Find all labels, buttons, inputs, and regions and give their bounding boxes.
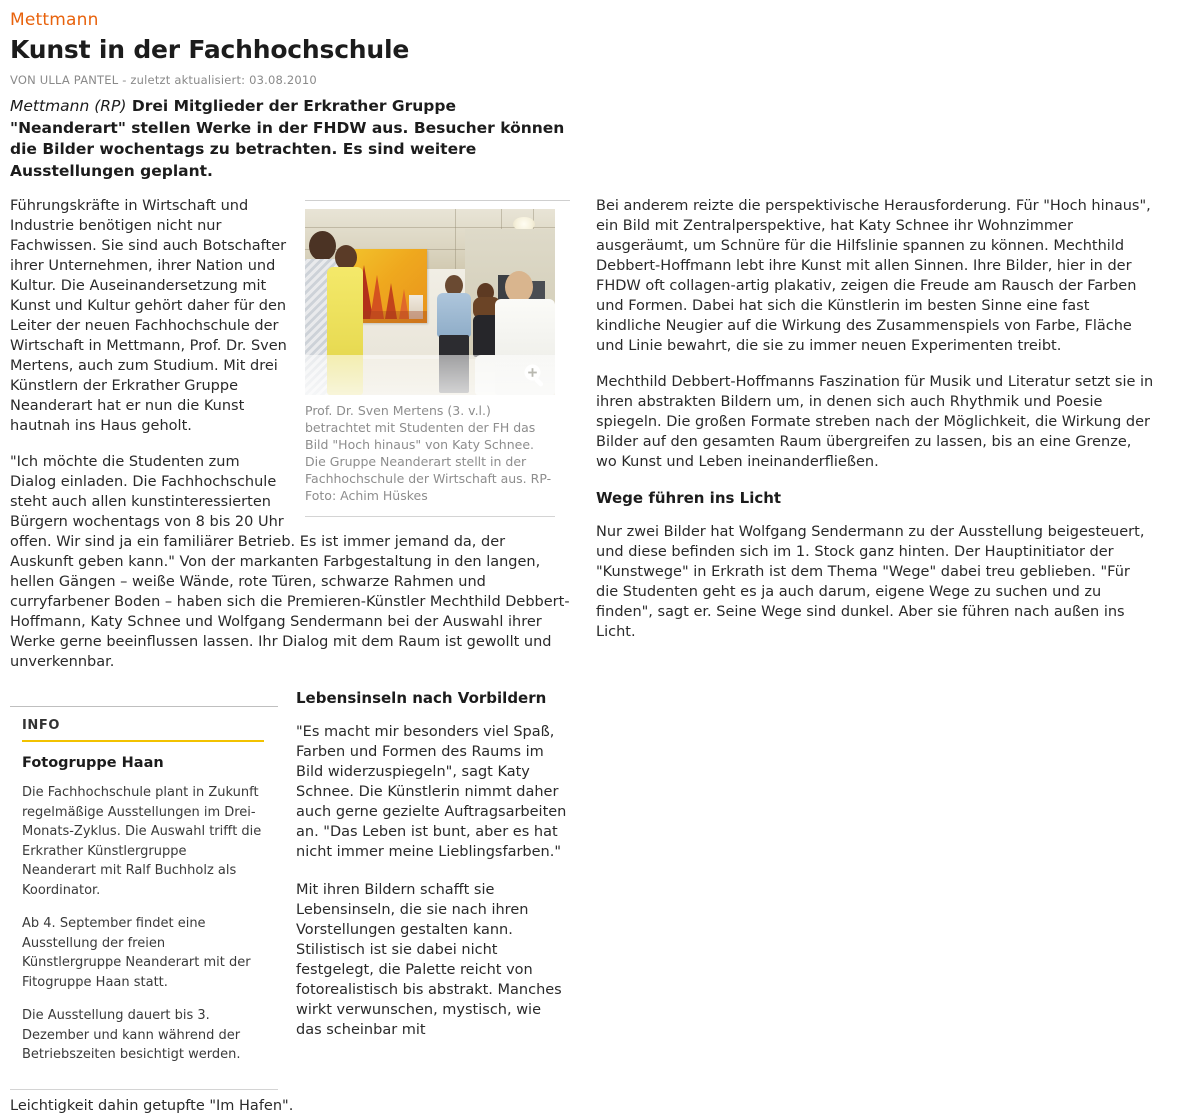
right-paragraph-1: Bei anderem reizte die perspektivische Herausforderung. Für "Hoch hinaus", ein Bild mit Zentralperspektive, hat Katy Schnee ihr Wohnzimmer ausgeräumt, um Schnüre für die Hilfslinie spannen zu können. Mechthild Debbert-Hoffmann lebt ihre Kunst mit allen Sinnen. Ihre Bilder, hier in der FHDW oft collagen-artig plakativ, zeigen die Freude am Rausch der Farben und Formen. Dabei hat sich die Künstlerin im besten Sinne eine fast kindliche Neugier auf die Wirkung des Zusammenspiels von Farbe, Fläche und Linie bewahrt, die sie zu immer neuen Experimenten treibt. [596,198,1151,354]
byline: VON ULLA PANTEL - zuletzt aktualisiert: 03.08.2010 [10,73,317,87]
magnifier-plus-icon[interactable] [522,362,548,388]
info-box-paragraph: Ab 4. September findet eine Ausstellung der freien Künstlergruppe Neanderart mit der Fitogruppe Haan statt. [22,916,251,990]
left-paragraph-4-tail: Leichtigkeit dahin getupfte "Im Hafen". [10,1097,294,1114]
left-paragraph-3: "Es macht mir besonders viel Spaß, Farben und Formen des Raums im Bild widerzuspiegeln", sagt Katy Schnee. Die Künstlerin nimmt daher auch gerne gezielte Auftragsarbeiten an. "Das Leben ist bunt, aber es hat nicht immer meine Lieblingsfarben." [296,724,567,860]
figure-bottom-divider [305,516,555,517]
left-column-secondary [296,688,570,1040]
info-box [10,706,278,1090]
right-paragraph-3: Nur zwei Bilder hat Wolfgang Sendermann zu der Ausstellung beigesteuert, und diese befinden sich im 1. Stock ganz hinten. Der Hauptinitiator der "Kunstwege" in Erkrath ist dem Thema "Wege" dabei treu geblieben. "Für die Studenten geht es ja auch darum, eigene Wege zu suchen und zu finden", sagt er. Seine Wege sind dunkel. Aber sie führen nach außen ins Licht. [596,524,1145,640]
photo-fade-overlay [305,355,555,395]
info-box-paragraph: Die Fachhochschule plant in Zukunft regelmäßige Ausstellungen im Drei-Monats-Zyklus. Die Auswahl trifft die Erkrather Künstlergruppe Neanderart mit Ralf Buchholz als Koordinator. [22,785,262,898]
left-subheading: Lebensinseln nach Vorbildern [296,689,547,707]
info-box-heading: Fotogruppe Haan [22,755,164,771]
left-paragraph-4: Mit ihren Bildern schafft sie Lebensinseln, die sie nach ihren Vorstellungen gestalten kann. Stilistisch ist sie dabei nicht festgelegt, die Palette reicht von fotorealistisch bis abstrakt. Manches wirkt verwunschen, mystisch, wie das scheinbar mit [296,882,562,1038]
photo-rendering [305,209,555,395]
page-title: Kunst in der Fachhochschule [10,35,410,64]
info-box-bottom-divider [10,1089,278,1090]
left-paragraph-2: "Ich möchte die Studenten zum Dialog einladen. Die Fachhochschule steht auch allen kunstinteressierten Bürgern wochentags von 8 bis 20 Uhr offen. Wir sind ja ein familiärer Betrieb. Es ist immer jemand da, der Auskunft geben kann." Von der markanten Farbgestaltung in den langen, hellen Gängen – weiße Wände, rote Türen, schwarze Rahmen und curryfarbener Boden – haben sich die Premieren-Künstler Mechthild Debbert-Hoffmann, Katy Schnee und Wolfgang Sendermann bei der Auswahl ihrer Werke gerne beeinflussen lassen. Ihr Dialog mit dem Raum ist gewollt und unverkennbar. [10,454,570,670]
info-box-label: INFO [22,715,264,742]
left-column [10,196,570,1116]
left-paragraph-1: Führungskräfte in Wirtschaft und Industrie benötigen nicht nur Fachwissen. Sie sind auch Botschafter ihrer Unternehmen, ihrer Nation und Kultur. Die Auseinandersetzung mit Kunst und Kultur gehört daher für den Leiter der neuen Fachhochschule der Wirtschaft in Mettmann, Prof. Dr. Sven Mertens, auch zum Studium. Mit drei Künstlern der Erkrather Gruppe Neanderart hat er nun die Kunst hautnah ins Haus geholt. [10,198,287,434]
article-photo[interactable] [305,209,555,395]
article-figure [305,196,570,517]
lead-paragraph [10,96,570,182]
right-column [596,196,1156,658]
lead-text: Drei Mitglieder der Erkrather Gruppe "Neanderart" stellen Werke in der FHDW aus. Besucher können die Bilder wochentags zu betrachten. Es sind weitere Ausstellungen geplant. [10,97,565,180]
right-paragraph-2: Mechthild Debbert-Hoffmanns Faszination für Musik und Literatur setzt sie in ihren abstrakten Bildern um, in denen sich auch Rhythmik und Poesie spiegeln. Die großen Formate streben nach der Möglichkeit, die Wirkung der Bilder auf den gesamten Raum übergreifen zu lassen, bis an eine Grenze, wo Kunst und Leben ineinanderfließen. [596,374,1154,470]
article-header [10,10,1186,182]
right-subheading: Wege führen ins Licht [596,489,782,507]
kicker-location[interactable]: Mettmann [10,10,99,30]
figure-top-divider [305,200,570,201]
info-box-paragraph: Die Ausstellung dauert bis 3. Dezember und kann während der Betriebszeiten besichtigt werden. [22,1008,241,1062]
dateline: Mettmann (RP) [10,97,127,115]
figure-caption: Prof. Dr. Sven Mertens (3. v.l.) betrachtet mit Studenten der FH das Bild "Hoch hinaus" von Katy Schnee. Die Gruppe Neanderart stellt in der Fachhochschule der Wirtschaft aus. RP-Foto: Achim Hüskes [305,403,552,503]
